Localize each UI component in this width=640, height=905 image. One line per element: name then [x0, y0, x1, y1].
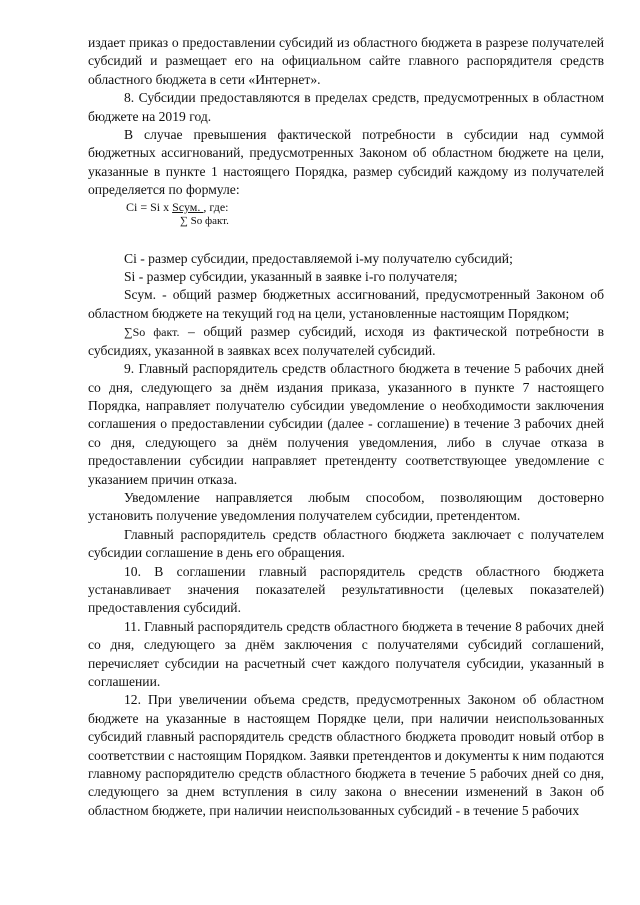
paragraph-continuation: издает приказ о предоставлении субсидий из областного бюджета в разрезе получателей субсидий и размещает его на официальном сайте главного распорядителя средств областного бюджета в сети «Интернет». [88, 35, 604, 87]
paragraph-8: 8. Субсидии предоставляются в пределах средств, предусмотренных в областном бюджете на 2019 год. [88, 90, 604, 124]
formula-numerator: Sсум. [172, 199, 204, 214]
definition-si: Si - размер субсидии, указанный в заявке i-го получателя; [124, 269, 458, 285]
paragraph-9: 9. Главный распорядитель средств областного бюджета в течение 5 рабочих дней со дня, следующего за днём издания приказа, указанного в пункте 7 настоящего Порядка, направляет получателю субсидии уведомление о необходимости заключения соглашения о предоставлении субсидии (далее - соглашение) в течение 3 рабочих дней со дня, следующего за днём получения уведомления, либо в случае отказа в предоставлении субсидии направляет претенденту соответствующее уведомление с указанием причин отказа. [88, 361, 604, 487]
formula-denominator: ∑ So факт. [180, 214, 229, 227]
formula-line [126, 200, 604, 214]
formula-tail: , где: [203, 199, 229, 214]
paragraph-9-agreement: Главный распорядитель средств областного бюджета заключает с получателем субсидии соглашение в день его обращения. [88, 526, 604, 561]
formula-lhs: Ci = Si x [126, 199, 173, 214]
paragraph-10: 10. В соглашении главный распорядитель средств областного бюджета устанавливает значения показателей результативности (целевых показателей) предоставления субсидий. [88, 563, 604, 616]
paragraph-8-excess: В случае превышения фактической потребности в субсидии над суммой бюджетных ассигнований, предусмотренных Законом об областном бюджете на цели, указанные в пункте 1 настоящего Порядка, размер субсидий каждому из получателей определяется по формуле: [88, 127, 604, 198]
definition-ssum: Sсум. - общий размер бюджетных ассигнований, предусмотренный Законом об областном бюджете на текущий год на цели, установленные настоящим Порядком; [88, 287, 604, 321]
paragraph-12: 12. При увеличении объема средств, предусмотренных Законом об областном бюджете на указанные в настоящем Порядке цели, при наличии неиспользованных субсидий главный распорядитель средств областного бюджета проводит новый отбор в соответствии с настоящим Порядком. Заявки претендентов и документы к ним подаются главному распорядителю средств областного бюджета в течение 5 рабочих дней со дня, следующего за днем вступления в силу закона о внесении изменений в Закон об областном бюджете, при наличии неиспользованных субсидий - в течение 5 рабочих [88, 692, 604, 818]
paragraph-9-notice: Уведомление направляется любым способом, позволяющим достоверно установить получение уведомления получателем субсидии, претендентом. [88, 489, 604, 524]
subsidy-formula [126, 200, 604, 244]
paragraph-11: 11. Главный распорядитель средств областного бюджета в течение 8 рабочих дней со дня, следующего за днём заключения с получателями субсидий соглашений, перечисляет субсидии на расчетный счет каждого получателя субсидии, указанный в соглашении. [88, 618, 604, 689]
definition-sofact [88, 323, 604, 360]
sum-subscript: So факт. [132, 325, 180, 340]
definition-sofact-text: – общий размер субсидий, исходя из фактической потребности в субсидиях, указанной в заявках всех получателей субсидий. [88, 324, 604, 358]
sum-symbol: ∑ [124, 325, 133, 340]
definition-ci: Ci - размер субсидии, предоставляемой i-му получателю субсидий; [124, 250, 513, 266]
document-body [88, 34, 604, 820]
